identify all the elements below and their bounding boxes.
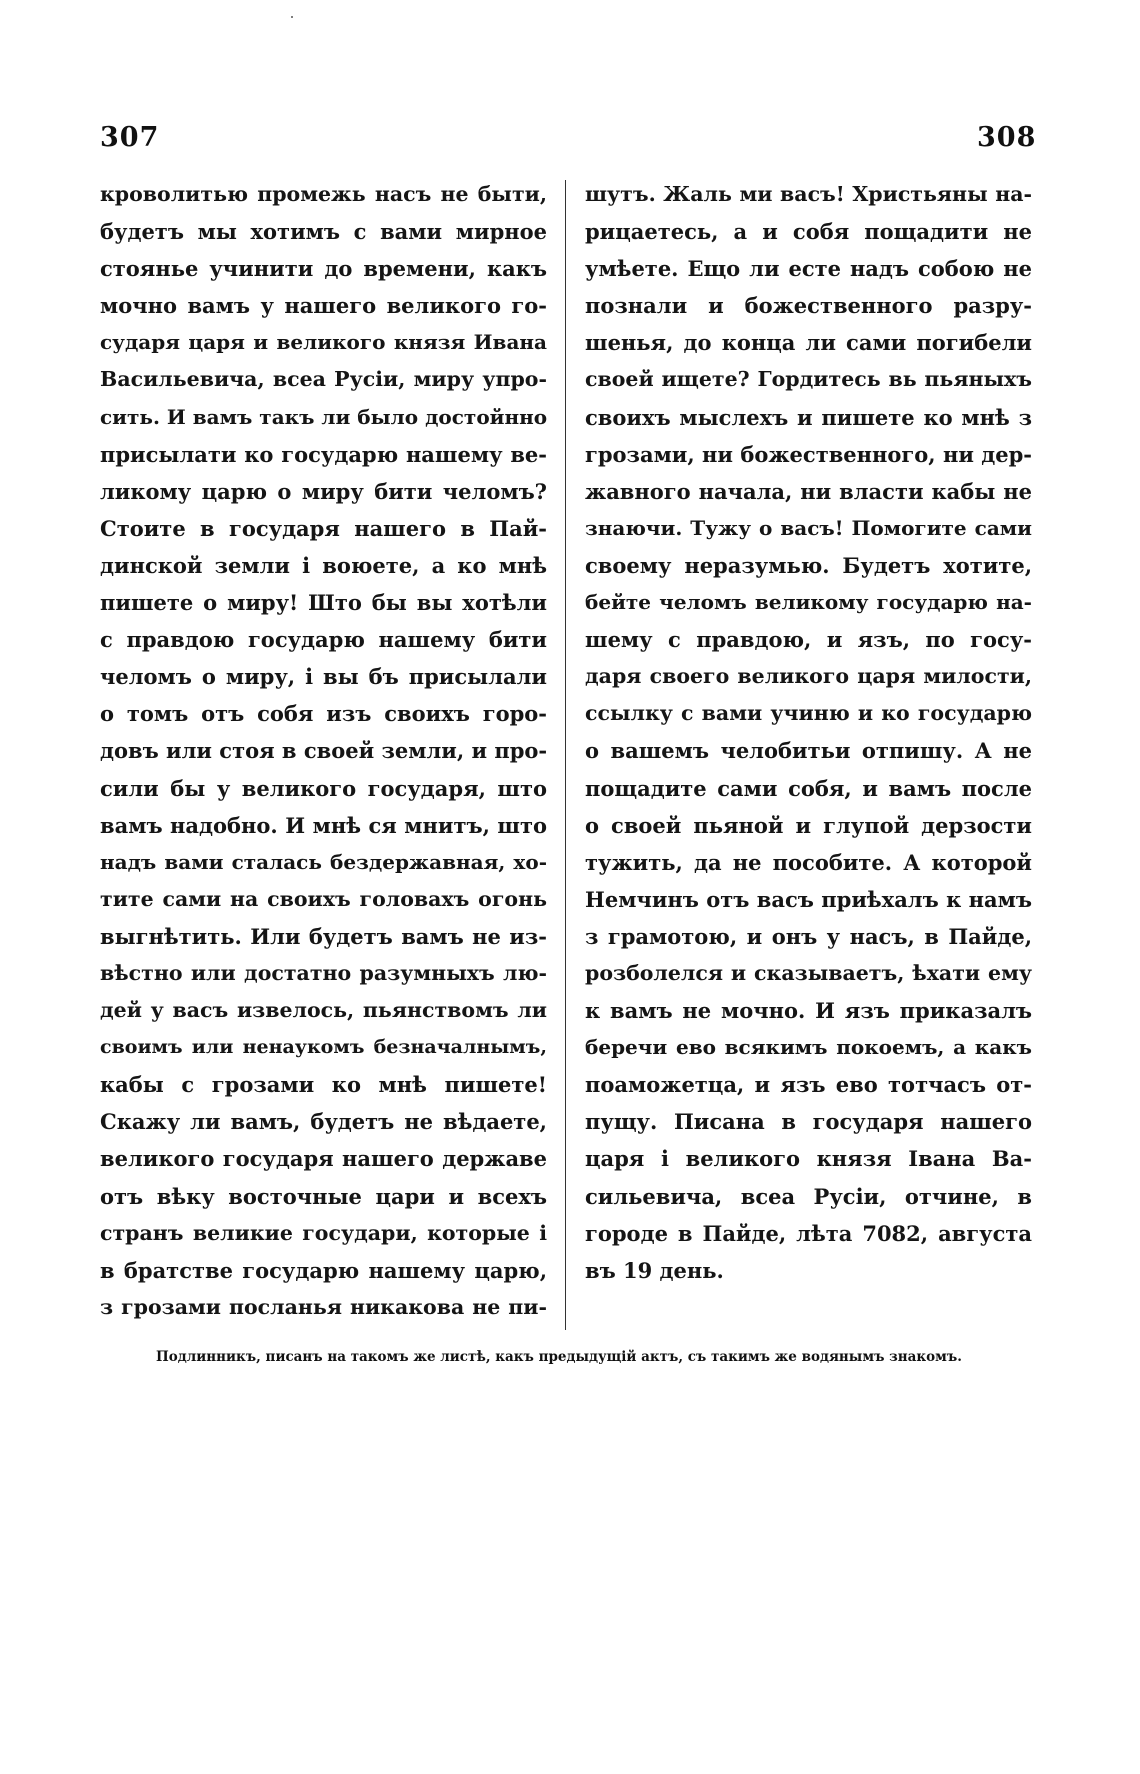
text-line: Скажу ли вамъ, будетъ не вѣдаете, xyxy=(100,1109,547,1135)
text-line: жавного начала, ни власти кабы не xyxy=(585,478,1032,504)
text-line: въ 19 день. xyxy=(585,1257,724,1283)
text-line: шутъ. Жаль ми васъ! Христьяны на- xyxy=(585,182,1032,206)
text-line: знаючи. Тужу о васъ! Помогите сами xyxy=(585,515,1032,540)
text-line: великого государя нашего державе xyxy=(100,1146,547,1172)
text-line: умѣете. Ещо ли есте надъ собою не xyxy=(585,256,1032,282)
left-page-number: 307 xyxy=(100,122,160,153)
text-line: стоянье учинити до времени, какъ xyxy=(100,256,547,282)
text-line: даря своего великого царя милости, xyxy=(585,664,1032,689)
text-line: отъ вѣку восточные цари и всехъ xyxy=(100,1183,547,1209)
footnote: Подлинникъ, писанъ на такомъ же листѣ, какъ предыдущій актъ, съ такимъ же водянымъ знакомъ. xyxy=(156,1349,962,1365)
text-line: городе в Пайде, лѣта 7082, августа xyxy=(585,1220,1032,1246)
text-line: сильевича, всеа Русіи, отчине, в xyxy=(585,1183,1032,1209)
text-line: надъ вами сталась бездержавная, хо- xyxy=(100,849,547,874)
text-line: дей у васъ извелось, пьянствомъ ли xyxy=(100,998,547,1023)
text-line: мочно вамъ у нашего великого го- xyxy=(100,293,547,319)
text-line: тужить, да не пособите. А которой xyxy=(585,849,1032,875)
text-line: пощадите сами собя, и вамъ после xyxy=(585,775,1032,801)
text-line: своему неразумью. Будетъ хотите, xyxy=(585,552,1032,578)
text-line: присылати ко государю нашему ве- xyxy=(100,441,547,467)
text-line: к вамъ не мочно. И язъ приказалъ xyxy=(585,998,1032,1024)
text-line: о вашемъ челобитьи отпишу. А не xyxy=(585,738,1032,764)
text-line: вамъ надобно. И мнѣ ся мнитъ, што xyxy=(100,812,547,838)
text-line: Немчинъ отъ васъ приѣхалъ к намъ xyxy=(585,886,1032,912)
text-line: з грозами посланья никакова не пи- xyxy=(100,1294,547,1319)
left-text-column xyxy=(100,176,547,1326)
text-line: своимъ или ненаукомъ безначалнымъ, xyxy=(100,1036,547,1059)
text-line: кабы с грозами ко мнѣ пишете! xyxy=(100,1072,547,1098)
text-line: о томъ отъ собя изъ своихъ горо- xyxy=(100,701,547,727)
text-line: в братстве государю нашему царю, xyxy=(100,1257,547,1283)
text-line: царя і великого князя Івана Ва- xyxy=(585,1146,1032,1172)
text-line: сударя царя и великого князя Ивана xyxy=(100,330,547,355)
text-line: бейте челомъ великому государю на- xyxy=(585,590,1032,615)
text-line: странъ великие государи, которые і xyxy=(100,1220,547,1245)
right-page-number: 308 xyxy=(977,122,1037,153)
text-line: пущу. Писана в государя нашего xyxy=(585,1109,1032,1135)
text-line: тите сами на своихъ головахъ огонь xyxy=(100,886,547,911)
right-text-column xyxy=(585,176,1032,1289)
text-line: вѣстно или достатно разумныхъ лю- xyxy=(100,960,547,985)
scan-speck xyxy=(291,16,293,18)
text-line: кроволитью промежь насъ не быти, xyxy=(100,182,547,206)
text-line: динской земли і воюете, а ко мнѣ xyxy=(100,552,547,578)
text-line: познали и божественного разру- xyxy=(585,293,1032,319)
text-line: о своей пьяной и глупой дерзости xyxy=(585,812,1032,838)
text-line: пишете о миру! Што бы вы хотѣли xyxy=(100,590,547,616)
text-line: с правдою государю нашему бити xyxy=(100,627,547,653)
text-line: розболелся и сказываетъ, ѣхати ему xyxy=(585,960,1032,985)
column-divider xyxy=(565,180,566,1330)
text-line: Стоите в государя нашего в Пай- xyxy=(100,515,547,541)
text-line: ссылку с вами учиню и ко государю xyxy=(585,701,1032,726)
text-line: сить. И вамъ такъ ли было достойнно xyxy=(100,404,547,429)
text-line: шему с правдою, и язъ, по госу- xyxy=(585,627,1032,653)
text-line: рицаетесь, а и собя пощадити не xyxy=(585,219,1032,245)
text-line: довъ или стоя в своей земли, и про- xyxy=(100,738,547,764)
text-line: сили бы у великого государя, што xyxy=(100,775,547,801)
text-line: выгнѣтить. Или будетъ вамъ не из- xyxy=(100,923,547,949)
text-line: будетъ мы хотимъ с вами мирное xyxy=(100,219,547,245)
text-line: Васильевича, всеа Русіи, миру упро- xyxy=(100,367,547,392)
text-line: своей ищете? Гордитесь вь пьяныхъ xyxy=(585,367,1032,392)
text-line: поаможетца, и язъ ево тотчасъ от- xyxy=(585,1072,1032,1098)
text-line: грозами, ни божественного, ни дер- xyxy=(585,441,1032,467)
text-line: своихъ мыслехъ и пишете ко мнѣ з xyxy=(585,404,1032,430)
text-line: ликому царю о миру бити челомъ? xyxy=(100,478,547,504)
text-line: челомъ о миру, і вы бъ присылали xyxy=(100,664,547,690)
text-line: шенья, до конца ли сами погибели xyxy=(585,330,1032,356)
text-line: беречи ево всякимъ покоемъ, а какъ xyxy=(585,1035,1032,1060)
text-line: з грамотою, и онъ у насъ, в Пайде, xyxy=(585,923,1032,949)
